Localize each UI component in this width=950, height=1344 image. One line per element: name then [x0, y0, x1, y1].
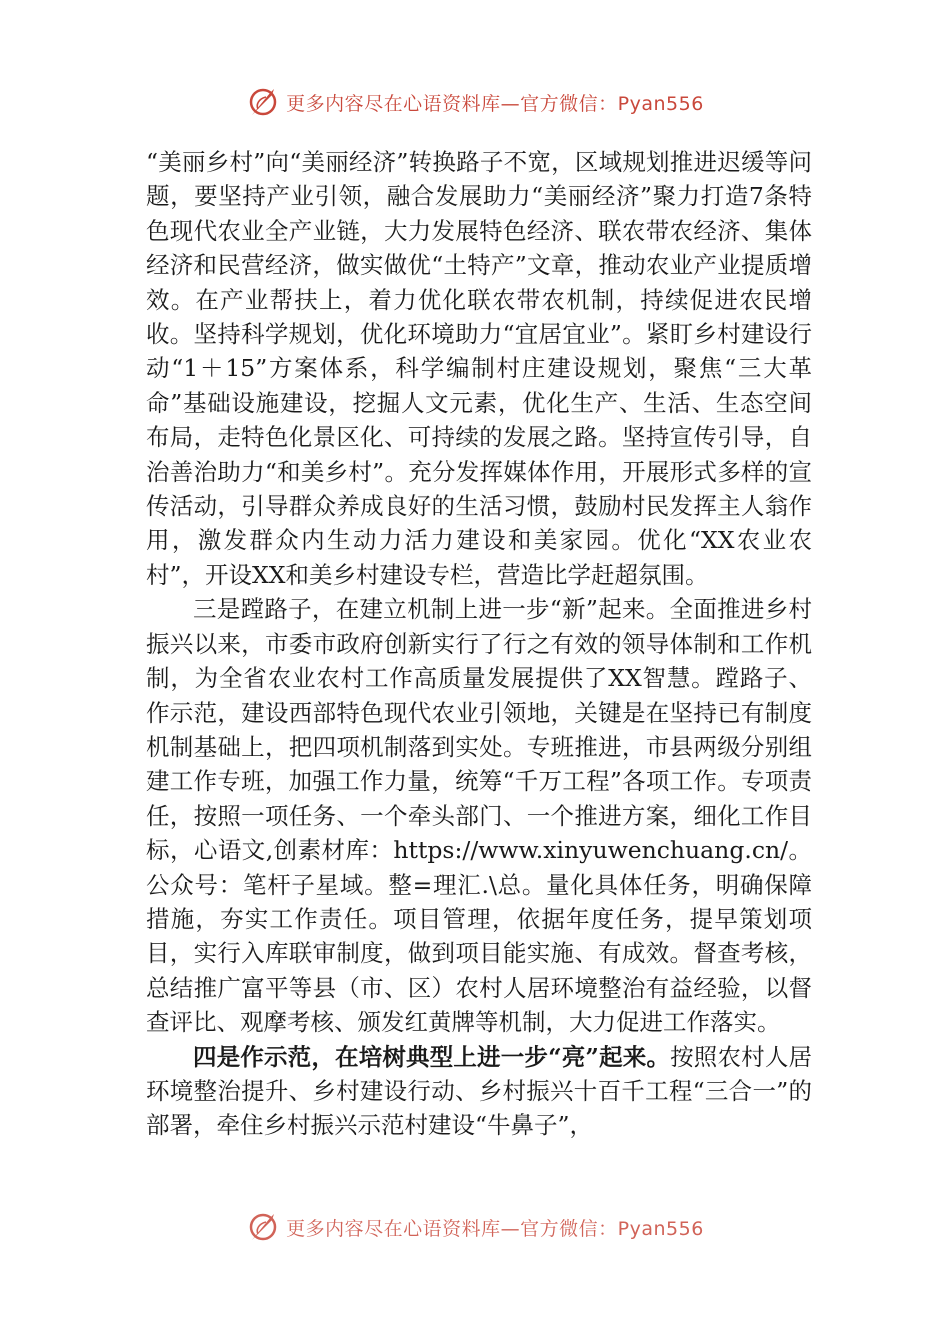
quill-logo-icon — [246, 85, 280, 119]
header-watermark — [0, 82, 950, 122]
document-body — [146, 145, 812, 1143]
header-watermark-text: 更多内容尽在心语资料库—官方微信：Pyan556 — [286, 92, 704, 115]
paragraph-3-heading: 四是作示范，在培树典型上进一步“亮”起来。 — [193, 1042, 671, 1071]
quill-logo-icon — [246, 1210, 280, 1244]
paragraph-3-text: 按照农村人居环境整治提升、乡村建设行动、乡村振兴十百千工程“三合一”的部署，牵住乡村振兴示范村建设“牛鼻子”， — [146, 1042, 812, 1140]
paragraph-3 — [146, 1040, 812, 1143]
paragraph-2: 三是蹚路子，在建立机制上进一步“新”起来。全面推进乡村振兴以来，市委市政府创新实行了行之有效的领导体制和工作机制，为全省农业农村工作高质量发展提供了XX智慧。蹚路子、作示范，建设西部特色现代农业引领地，关键是在坚持已有制度机制基础上，把四项机制落到实处。专班推进，市县两级分别组建工作专班，加强工作力量，统筹“千万工程”各项工作。专项责任，按照一项任务、一个牵头部门、一个推进方案，细化工作目标，心语文,创素材库：https://www.xinyuwenchuang.cn/。公众号：笔杆子星域。整=理汇.\总。量化具体任务，明确保障措施，夯实工作责任。项目管理，依据年度任务，提早策划项目，实行入库联审制度，做到项目能实施、有成效。督查考核，总结推广富平等县（市、区）农村人居环境整治有益经验，以督查评比、观摩考核、颁发红黄牌等机制，大力促进工作落实。 — [146, 595, 812, 1037]
footer-watermark — [0, 1207, 950, 1247]
paragraph-1: “美丽乡村”向“美丽经济”转换路子不宽，区域规划推进迟缓等问题，要坚持产业引领，融合发展助力“美丽经济”聚力打造7条特色现代农业全产业链，大力发展特色经济、联农带农经济、集体经济和民营经济，做实做优“土特产”文章，推动农业产业提质增效。在产业帮扶上，着力优化联农带农机制，持续促进农民增收。坚持科学规划，优化环境助力“宜居宜业”。紧盯乡村建设行动“1＋15”方案体系，科学编制村庄建设规划，聚焦“三大革命”基础设施建设，挖掘人文元素，优化生产、生活、生态空间布局，走特色化景区化、可持续的发展之路。坚持宣传引导，自治善治助力“和美乡村”。充分发挥媒体作用，开展形式多样的宣传活动，引导群众养成良好的生活习惯，鼓励村民发挥主人翁作用，激发群众内生动力活力建设和美家园。优化“XX农业农村”，开设XX和美乡村建设专栏，营造比学赶超氛围。 — [146, 148, 812, 589]
footer-watermark-text: 更多内容尽在心语资料库—官方微信：Pyan556 — [286, 1217, 704, 1240]
